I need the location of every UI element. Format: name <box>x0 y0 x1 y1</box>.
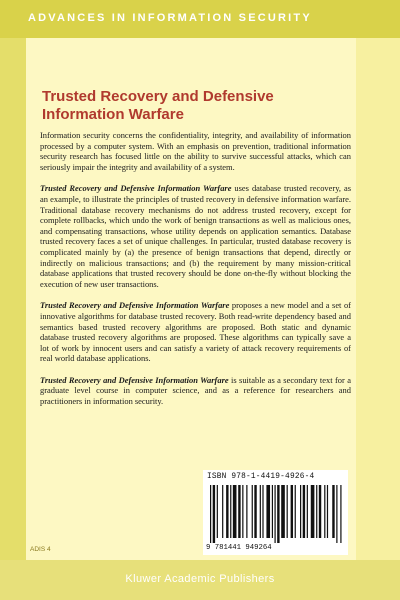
inline-book-title: Trusted Recovery and Defensive Information Warfare <box>40 300 230 311</box>
barcode-bar <box>311 485 315 538</box>
ean-number: 9 781441 949264 <box>206 544 272 552</box>
barcode-bar <box>324 485 325 538</box>
barcode-bar <box>252 485 253 538</box>
publisher-name: Kluwer Academic Publishers <box>125 573 275 585</box>
paragraph-text: uses database trusted recovery, as an example, to illustrate the principles of trusted recovery in defensive information warfare. Traditional database recovery mechanisms do not address trusted recovery, except for complete rollbacks, which undo the work of benign transactions as well as malicious ones, and compensating transactions, whose utility depends on application semantics. Database trusted recovery faces a set of unique challenges. In particular, trusted database recovery is complicated mainly by (a) the presence of benign transactions that depend, directly or indirectly on malicious transactions; and (b) the requirement by many mission-critical database applications that trusted recovery should be done on-the-fly without blocking the execution of new user transactions. <box>40 183 351 289</box>
barcode-bar <box>327 485 328 538</box>
blurb-text <box>40 130 351 418</box>
blurb-paragraph-2 <box>40 183 351 289</box>
barcode-bar <box>262 485 263 538</box>
barcode-bar <box>233 485 237 538</box>
inline-book-title: Trusted Recovery and Defensive Information Warfare <box>40 183 232 194</box>
left-color-band <box>0 38 26 600</box>
barcode-bar <box>210 485 211 543</box>
barcode-bar <box>260 485 261 538</box>
book-title: Trusted Recovery and Defensive Information Warfare <box>42 88 274 123</box>
barcode-bar <box>300 485 301 538</box>
barcode-bar <box>307 485 308 538</box>
barcode-bar <box>316 485 317 538</box>
blurb-paragraph-3 <box>40 300 351 364</box>
barcode-bar <box>281 485 285 538</box>
inline-book-title: Trusted Recovery and Defensive Information Warfare <box>40 374 229 385</box>
barcode-bar <box>336 485 337 543</box>
barcode-bar <box>254 485 256 538</box>
barcode-bar <box>242 485 243 538</box>
paragraph-text: is suitable as a secondary text for a graduate level course in computer science, and as a reference for researchers and practitioners in information security. <box>40 374 351 407</box>
barcode-bar <box>319 485 321 538</box>
barcode-bar <box>303 485 305 538</box>
barcode-icon <box>210 485 343 529</box>
barcode-bar <box>332 485 334 538</box>
barcode-graphic <box>210 485 343 543</box>
barcode-bar <box>277 485 279 543</box>
barcode-bar <box>272 485 273 538</box>
barcode-bar <box>213 485 215 543</box>
barcode-bar <box>238 485 240 538</box>
paragraph-text: proposes a new model and a set of innovative algorithms for database trusted recovery. Both read-write dependency based and semantics based trusted recovery algorithms are proposed. Both static and dynamic database trusted recovery algorithms are proposed. These algorithms can typically save a lot of work by innocent users and can satisfy a variety of attack recovery requirements of real world database applications. <box>40 300 351 364</box>
barcode-bar <box>287 485 288 538</box>
isbn-barcode-box <box>203 470 348 555</box>
barcode-bar <box>274 485 275 543</box>
series-title: ADVANCES IN INFORMATION SECURITY <box>28 12 312 24</box>
barcode-bar <box>222 485 223 538</box>
barcode-bar <box>230 485 231 538</box>
blurb-paragraph-1: Information security concerns the confidentiality, integrity, and availability of information processed by a computer system. With an emphasis on prevention, traditional information security research has focused little on the ability to survive successful attacks, which can seriously impair the integrity and availability of a system. <box>40 130 351 172</box>
right-color-band <box>356 38 400 600</box>
blurb-paragraph-4 <box>40 375 351 407</box>
series-code: ADIS 4 <box>30 546 51 553</box>
barcode-bar <box>266 485 270 538</box>
barcode-bar <box>295 485 296 538</box>
isbn-label: ISBN 978-1-4419-4926-4 <box>207 473 315 481</box>
barcode-bar <box>246 485 247 538</box>
barcode-bar <box>226 485 228 538</box>
barcode-bar <box>291 485 293 538</box>
barcode-bar <box>340 485 341 543</box>
barcode-bar <box>217 485 218 538</box>
series-bar <box>0 0 400 38</box>
